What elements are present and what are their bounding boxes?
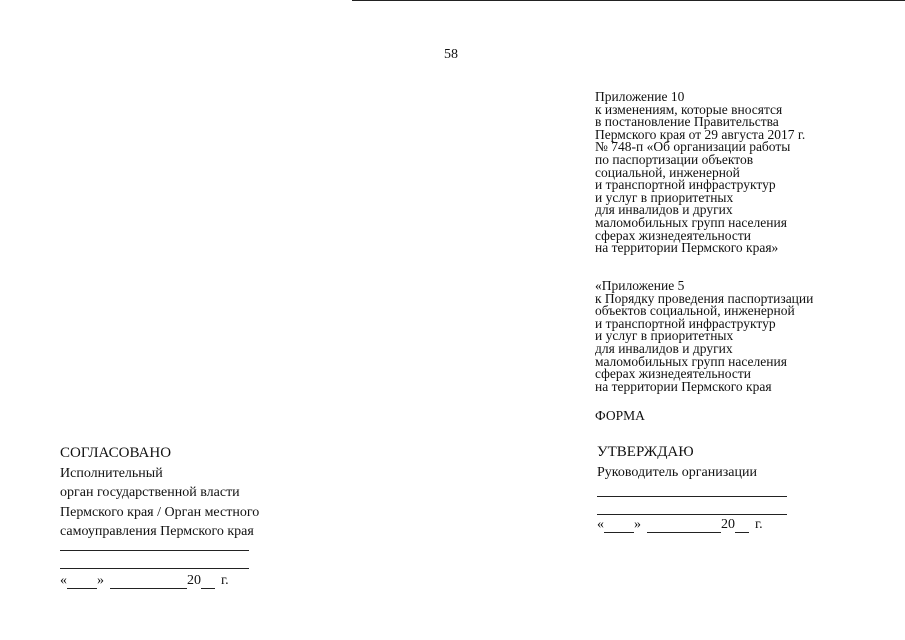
appendix-10-line: на территории Пермского края»	[595, 240, 779, 256]
date-open-quote: «	[597, 517, 604, 532]
year-suffix: г.	[221, 573, 229, 588]
day-blank	[604, 520, 634, 533]
appendix-10-line: маломобильных групп населения	[595, 214, 787, 230]
appendix-5-line: на территории Пермского края	[595, 378, 772, 394]
appendix-10-line: и услуг в приоритетных	[595, 189, 734, 205]
confirmation-title: УТВЕРЖДАЮ	[597, 444, 694, 460]
appendix-10-line: Пермского края от 29 августа 2017 г.	[595, 126, 806, 142]
month-blank	[110, 576, 187, 589]
appendix-10-line: к изменениям, которые вносятся	[595, 101, 783, 117]
year-suffix: г.	[755, 517, 763, 532]
appendix-5-line: к Порядку проведения паспортизации	[595, 290, 814, 306]
year-blank	[201, 576, 215, 589]
appendix-5-line: для инвалидов и других	[595, 340, 733, 356]
form-label: ФОРМА	[595, 408, 645, 423]
year-blank	[735, 520, 749, 533]
top-rule	[352, 0, 905, 1]
approval-block	[60, 444, 259, 542]
confirmation-signature-line	[597, 496, 787, 497]
approval-line: Исполнительный	[60, 465, 163, 481]
appendix-10-line: Приложение 10	[595, 89, 685, 104]
appendix-10-line: № 748-п «Об организации работы	[595, 139, 791, 155]
appendix-10-line: сферах жизнедеятельности	[595, 227, 751, 243]
appendix-5-line: объектов социальной, инженерной	[595, 303, 795, 319]
appendix-10-header	[595, 91, 805, 255]
date-open-quote: «	[60, 573, 67, 588]
year-prefix: 20	[721, 517, 735, 532]
appendix-10-line: и транспортной инфраструктур	[595, 177, 776, 193]
approval-date	[60, 573, 229, 589]
approval-line: орган государственной власти	[60, 485, 240, 500]
appendix-5-line: «Приложение 5	[595, 278, 685, 293]
appendix-5-line: сферах жизнедеятельности	[595, 366, 751, 382]
approval-name-line	[60, 568, 249, 569]
appendix-10-line: социальной, инженерной	[595, 164, 740, 180]
date-close-quote: »	[634, 517, 641, 532]
day-blank	[67, 576, 97, 589]
approval-title: СОГЛАСОВАНО	[60, 445, 172, 461]
confirmation-date	[597, 517, 763, 533]
confirmation-role: Руководитель организации	[597, 464, 757, 480]
approval-signature-line	[60, 550, 249, 551]
appendix-10-line: для инвалидов и других	[595, 202, 733, 218]
month-blank	[647, 520, 721, 533]
page-number: 58	[444, 47, 458, 62]
appendix-10-line: по паспортизации объектов	[595, 151, 754, 167]
approval-line: самоуправления Пермского края	[60, 524, 254, 539]
approval-line: Пермского края / Орган местного	[60, 504, 260, 520]
appendix-5-line: и транспортной инфраструктур	[595, 315, 776, 331]
date-close-quote: »	[97, 573, 104, 588]
appendix-10-line: в постановление Правительства	[595, 114, 779, 130]
confirmation-block	[597, 443, 757, 482]
appendix-5-header	[595, 280, 813, 393]
confirmation-name-line	[597, 514, 787, 515]
appendix-5-line: и услуг в приоритетных	[595, 328, 734, 344]
year-prefix: 20	[187, 573, 201, 588]
appendix-5-line: маломобильных групп населения	[595, 353, 787, 369]
